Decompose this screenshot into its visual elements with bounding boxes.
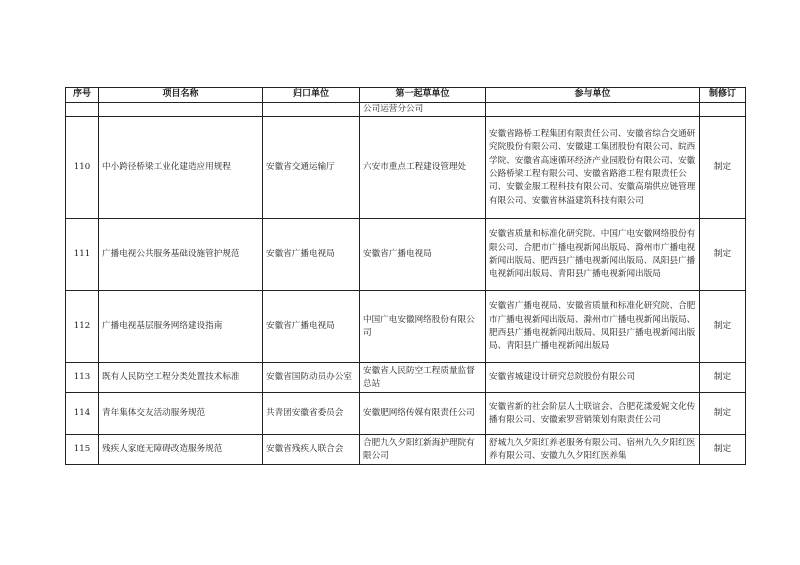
cell-name: 青年集体交友活动服务规范	[99, 393, 263, 435]
cell-name: 残疾人家庭无障碍改造服务规范	[99, 435, 263, 465]
cell-first-drafter: 合肥九久夕阳红新海护理院有限公司	[360, 435, 486, 465]
cell-dept: 安徽省广播电视局	[263, 291, 360, 363]
cell-revision	[700, 103, 746, 117]
cell-dept	[263, 103, 360, 117]
cell-revision: 制定	[700, 291, 746, 363]
cell-participants: 安徽省城建设计研究总院股份有限公司	[486, 363, 700, 393]
cell-first-drafter: 中国广电安徽网络股份有限公司	[360, 291, 486, 363]
table-row	[66, 393, 746, 435]
cell-participants: 安徽省新的社会阶层人士联谊会、合肥花漾爱妮文化传播有限公司、安徽索罗营销策划有限责任公司	[486, 393, 700, 435]
cell-participants: 安徽省质量和标准化研究院、中国广电安徽网络股份有限公司、合肥市广播电视新闻出版局、滁州市广播电视新闻出版局、肥西县广播电视新闻出版局、凤阳县广播电视新闻出版局、青阳县广播电视新闻出版局	[486, 219, 700, 291]
header-dept: 归口单位	[263, 88, 360, 103]
cell-no	[66, 103, 99, 117]
cell-name: 既有人民防空工程分类处置技术标准	[99, 363, 263, 393]
cell-dept: 安徽省交通运输厅	[263, 117, 360, 219]
cell-first-drafter: 安徽肥网络传媒有限责任公司	[360, 393, 486, 435]
table-row	[66, 363, 746, 393]
cell-revision: 制定	[700, 117, 746, 219]
cell-dept: 安徽省国防动员办公室	[263, 363, 360, 393]
header-no: 序号	[66, 88, 99, 103]
cell-participants: 安徽省广播电视局、安徽省质量和标准化研究院、合肥市广播电视新闻出版局、滁州市广播电视新闻出版局、肥西县广播电视新闻出版局、凤阳县广播电视新闻出版局、青阳县广播电视新闻出版局	[486, 291, 700, 363]
table-row	[66, 435, 746, 465]
cell-first-drafter: 安徽省人民防空工程质量监督总站	[360, 363, 486, 393]
header-participants: 参与单位	[486, 88, 700, 103]
cell-dept: 共青团安徽省委员会	[263, 393, 360, 435]
cell-no: 115	[66, 435, 99, 465]
cell-participants	[486, 103, 700, 117]
cell-no: 112	[66, 291, 99, 363]
header-revision: 制修订	[700, 88, 746, 103]
cell-revision: 制定	[700, 435, 746, 465]
cell-first-drafter: 安徽省广播电视局	[360, 219, 486, 291]
continuation-row	[66, 103, 746, 117]
cell-participants: 安徽省路桥工程集团有限责任公司、安徽省综合交通研究院股份有限公司、安徽建工集团股份有限公司、皖西学院、安徽省高速循环经济产业园股份有限公司、安徽公路桥梁工程有限公司、安徽省路港工程有限责任公司、安徽金服工程科技有限公司、安徽高瑞供应链管理有限公司、安徽省林溢建筑科技有限公司	[486, 117, 700, 219]
cell-dept: 安徽省残疾人联合会	[263, 435, 360, 465]
cell-no: 111	[66, 219, 99, 291]
cell-revision: 制定	[700, 363, 746, 393]
cell-name: 广播电视基层服务网络建设指南	[99, 291, 263, 363]
header-name: 项目名称	[99, 88, 263, 103]
cell-no: 110	[66, 117, 99, 219]
cell-no: 113	[66, 363, 99, 393]
cell-name	[99, 103, 263, 117]
cell-no: 114	[66, 393, 99, 435]
cell-name: 中小跨径桥梁工业化建造应用规程	[99, 117, 263, 219]
table-row	[66, 219, 746, 291]
standards-table	[65, 87, 746, 465]
cell-first-drafter: 公司运营分公司	[360, 103, 486, 117]
table-row	[66, 117, 746, 219]
header-first-drafter: 第一起草单位	[360, 88, 486, 103]
cell-participants: 舒城九久夕阳红养老服务有限公司、宿州九久夕阳红医养有限公司、安徽九久夕阳红医养集	[486, 435, 700, 465]
table-row	[66, 291, 746, 363]
cell-revision: 制定	[700, 393, 746, 435]
cell-revision: 制定	[700, 219, 746, 291]
cell-name: 广播电视公共服务基础设施管护规范	[99, 219, 263, 291]
cell-dept: 安徽省广播电视局	[263, 219, 360, 291]
cell-first-drafter: 六安市重点工程建设管理处	[360, 117, 486, 219]
header-row	[66, 88, 746, 103]
